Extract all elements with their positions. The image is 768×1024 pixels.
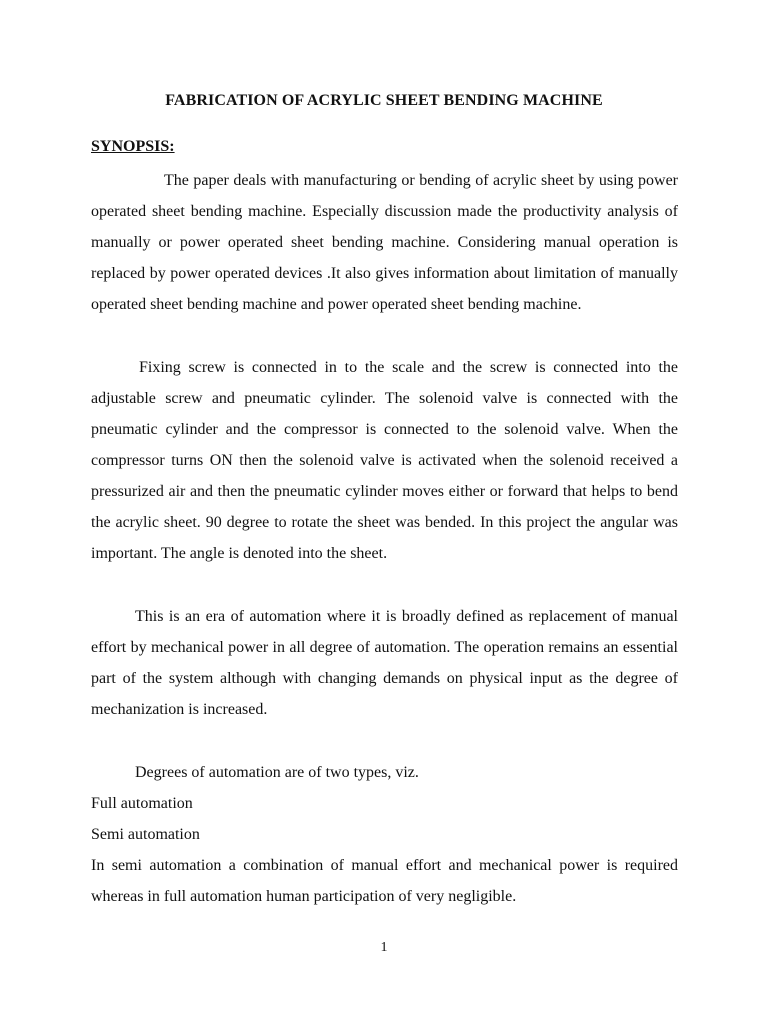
paragraph-automation-era: This is an era of automation where it is broadly defined as replacement of manual effort by mechanical power in all degree of automation. The operation remains an essential part of the system although with changing demands on physical input as the degree of mechanization is increased. [91,608,678,718]
synopsis-heading: SYNOPSIS: [91,138,175,155]
page-number: 1 [380,940,388,955]
paragraph-mechanism: Fixing screw is connected in to the scale and the screw is connected into the adjustable screw and pneumatic cylinder. The solenoid valve is connected with the pneumatic cylinder and the compressor is connected to the solenoid valve. When the compressor turns ON then the solenoid valve is activated when the solenoid received a pressurized air and then the pneumatic cylinder moves either or forward that helps to bend the acrylic sheet. 90 degree to rotate the sheet was bended. In this project the angular was important. The angle is denoted into the sheet. [91,359,678,562]
document-title: FABRICATION OF ACRYLIC SHEET BENDING MACHINE [165,92,603,109]
automation-types-intro: Degrees of automation are of two types, viz. [135,764,419,781]
paragraph-semi-automation: In semi automation a combination of manual effort and mechanical power is required whereas in full automation human participation of very negligible. [91,857,678,905]
list-item-semi-automation: Semi automation [91,826,200,843]
paragraph-intro: The paper deals with manufacturing or bending of acrylic sheet by using power operated sheet bending machine. Especially discussion made the productivity analysis of manually or power operated sheet bending machine. Considering manual operation is replaced by power operated devices .It also gives information about limitation of manually operated sheet bending machine and power operated sheet bending machine. [91,172,678,313]
list-item-full-automation: Full automation [91,795,193,812]
